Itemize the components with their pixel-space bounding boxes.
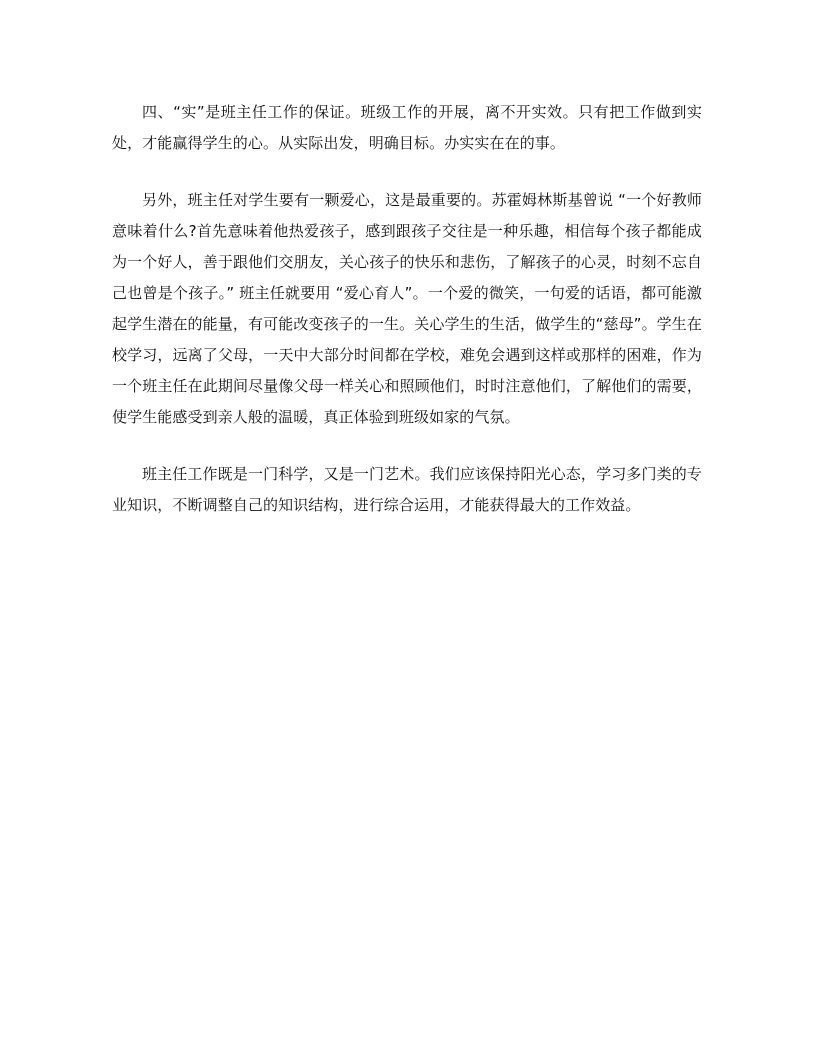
paragraph-practical-results: 四、“实”是班主任工作的保证。班级工作的开展，离不开实效。只有把工作做到实处，才能赢得学生的心。从实际出发，明确目标。办实实在在的事。 <box>112 103 702 152</box>
paragraph-conclusion: 班主任工作既是一门科学，又是一门艺术。我们应该保持阳光心态，学习多门类的专业知识，不断调整自己的知识结构，进行综合运用，才能获得最大的工作效益。 <box>112 465 702 514</box>
document-body <box>112 97 702 521</box>
paragraph-caring-heart: 另外，班主任对学生要有一颗爱心，这是最重要的。苏霍姆林斯基曾说 “一个好教师意味着什么?首先意味着他热爱孩子，感到跟孩子交往是一种乐趣，相信每个孩子都能成为一个好人，善于跟他们交朋友，关心孩子的快乐和悲伤，了解孩子的心灵，时刻不忘自己也曾是个孩子。” 班主任就要用 “爱心育人”。一个爱的微笑，一句爱的话语，都可能激起学生潜在的能量，有可能改变孩子的一生。关心学生的生活，做学生的“慈母”。学生在校学习，远离了父母，一天中大部分时间都在学校，难免会遇到这样或那样的困难，作为一个班主任在此期间尽量像父母一样关心和照顾他们，时时注意他们，了解他们的需要，使学生能感受到亲人般的温暖，真正体验到班级如家的气氛。 <box>112 191 702 426</box>
